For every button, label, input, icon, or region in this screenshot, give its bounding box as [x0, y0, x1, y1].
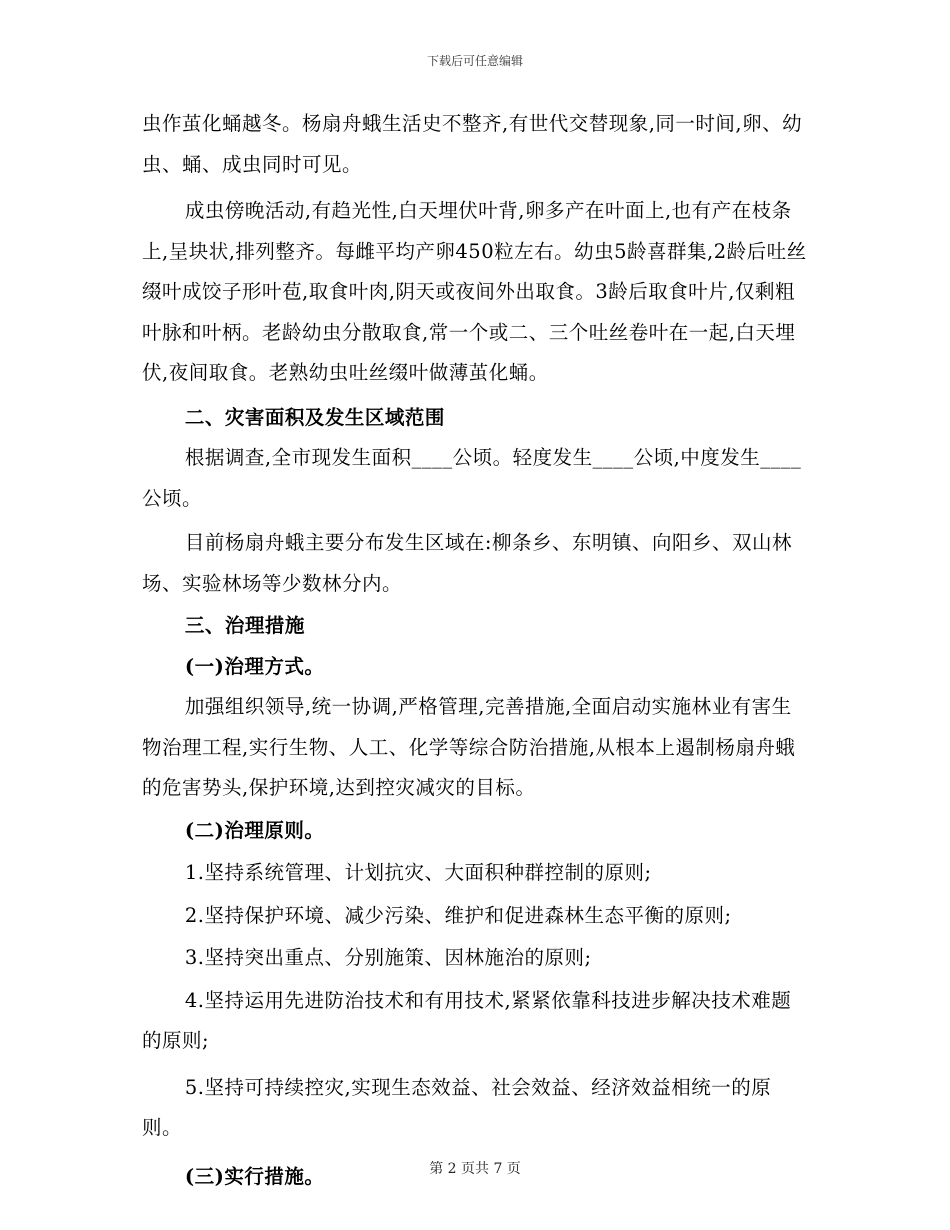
- principle-2: 2.坚持保护环境、减少污染、维护和促进森林生态平衡的原则;: [184, 903, 732, 927]
- subheading-3: (三)实行措施。: [184, 1164, 325, 1188]
- paragraph-3: 根据调查,全市现发生面积____公顷。轻度发生____公顷,中度发生____公顷。: [142, 446, 802, 510]
- subheading-2: (二)治理原则。: [184, 818, 325, 842]
- principle-3: 3.坚持突出重点、分别施策、因林施治的原则;: [184, 946, 592, 969]
- subheading-1: (一)治理方式。: [184, 654, 325, 678]
- paragraph-1: 虫作茧化蛹越冬。杨扇舟蛾生活史不整齐,有世代交替现象,同一时间,卵、幼虫、蛹、成虫同时可见。: [142, 112, 803, 176]
- section-heading-3: 三、治理措施: [184, 614, 305, 637]
- principle-4: 4.坚持运用先进防治技术和有用技术,紧紧依靠科技进步解决技术难题的原则;: [142, 988, 792, 1052]
- principle-1: 1.坚持系统管理、计划抗灾、大面积种群控制的原则;: [184, 861, 652, 884]
- page-header: 下载后可任意编辑: [426, 54, 523, 68]
- paragraph-2: 成虫傍晚活动,有趋光性,白天埋伏叶背,卵多产在叶面上,也有产在枝条上,呈块状,排列整齐。每雌平均产卵450粒左右。幼虫5龄喜群集,2龄后吐丝缀叶成饺子形叶苞,取食叶肉,阴天或夜间外出取食。3龄后取食叶片,仅剩粗叶脉和叶柄。老龄幼虫分散取食,常一个或二、三个吐丝卷叶在一起,白天埋伏,夜间取食。老熟幼虫吐丝缀叶做薄茧化蛹。: [142, 199, 807, 384]
- paragraph-4: 目前杨扇舟蛾主要分布发生区域在:柳条乡、东明镇、向阳乡、双山林场、实验林场等少数林分内。: [142, 531, 792, 595]
- document-body: [142, 104, 810, 1197]
- page-footer: 第 2 页共 7 页: [429, 1161, 521, 1177]
- paragraph-5: 加强组织领导,统一协调,严格管理,完善措施,全面启动实施林业有害生物治理工程,实行生物、人工、化学等综合防治措施,从根本上遏制杨扇舟蛾的危害势头,保护环境,达到控灾减灾的目标。: [142, 695, 796, 799]
- section-heading-2: 二、灾害面积及发生区域范围: [184, 405, 445, 429]
- principle-5: 5.坚持可持续控灾,实现生态效益、社会效益、经济效益相统一的原则。: [142, 1075, 772, 1139]
